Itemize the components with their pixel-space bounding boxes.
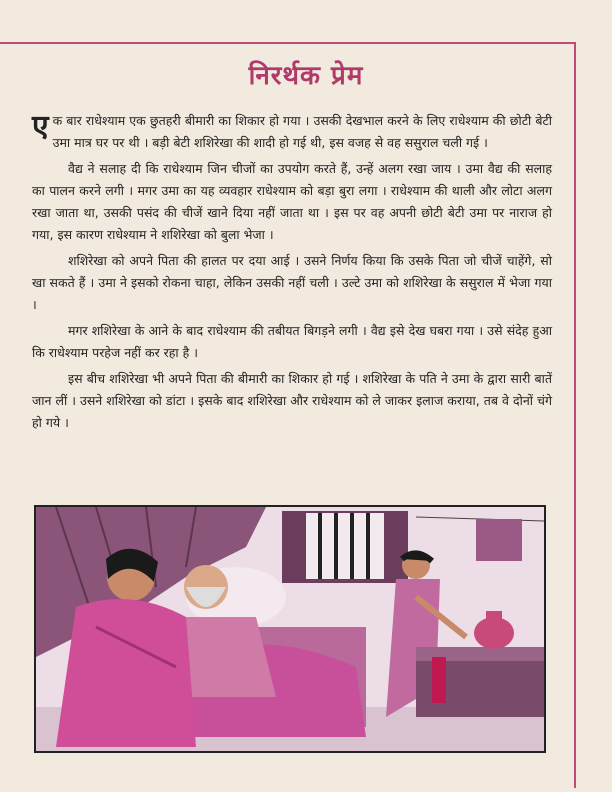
paragraph-1-text: क बार राधेश्याम एक छुतहरी बीमारी का शिकार हो गया । उसकी देखभाल करने के लिए राधेश्याम की छोटी बेटी उमा मात्र घर पर थी । बड़ी बेटी शशिरेखा की शादी हो गई थी, इस वजह से वह ससुराल चली गई । — [52, 113, 552, 150]
story-title: निरर्थक प्रेम — [248, 61, 364, 91]
paragraph-5: इस बीच शशिरेखा भी अपने पिता की बीमारी का शिकार हो गई । शशिरेखा के पति ने उमा के द्वारा सारी बातें जान लीं । उसने शशिरेखा को डांटा । इसके बाद शशिरेखा और राधेश्याम को ले जाकर इलाज कराया, तब वे दोनों चंगे हो गये । — [32, 371, 552, 430]
paragraph-1 — [32, 110, 552, 154]
paragraph-2: वैद्य ने सलाह दी कि राधेश्याम जिन चीजों का उपयोग करते हैं, उन्हें अलग रखा जाय । उमा वैद्य की सलाह का पालन करने लगी । मगर उमा का यह व्यवहार राधेश्याम को बड़ा बुरा लगा । राधेश्याम की थाली और लोटा अलग रखा जाता था, उसकी पसंद की चीजें खाने दिया नहीं जाता था । इस पर वह अपनी छोटी बेटी उमा पर नाराज हो गया, इस कारण राधेश्याम ने शशिरेखा को बुला भेजा । — [32, 161, 552, 242]
paragraph-4: मगर शशिरेखा के आने के बाद राधेश्याम की तबीयत बिगड़ने लगी । वैद्य इसे देख घबरा गया । उसे संदेह हुआ कि राधेश्याम परहेज नहीं कर रहा है । — [32, 323, 552, 360]
paragraph-3: शशिरेखा को अपने पिता की हालत पर दया आई । उसने निर्णय किया कि उसके पिता जो चीजें चाहेंगे, सो खा सकते हैं । उमा ने इसको रोकना चाहा, लेकिन उसकी नहीं चली । उल्टे उमा को शशिरेखा के ससुराल में भेजा गया । — [32, 253, 552, 312]
illustration-art — [36, 507, 544, 751]
story-text — [32, 110, 552, 438]
drop-cap: ए — [32, 109, 49, 144]
story-illustration — [34, 505, 546, 753]
